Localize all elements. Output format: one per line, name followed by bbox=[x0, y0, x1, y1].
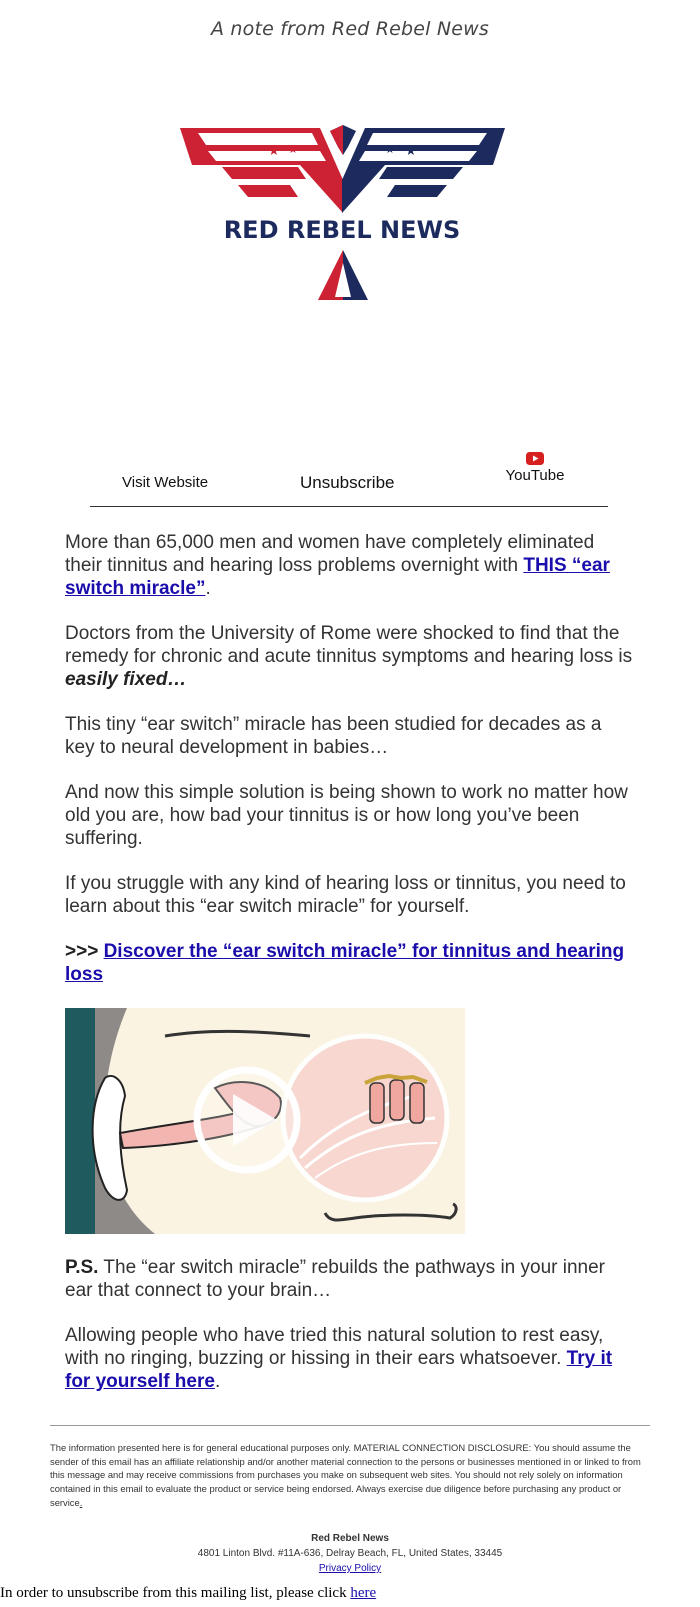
svg-text:★: ★ bbox=[268, 144, 280, 159]
footer-address-block bbox=[0, 1531, 700, 1576]
youtube-icon bbox=[526, 452, 544, 465]
ear-switch-miracle-link[interactable]: THIS “ear switch miracle” bbox=[65, 555, 610, 599]
disclaimer-link[interactable]: . bbox=[79, 1496, 83, 1508]
visit-website-link[interactable]: Visit Website bbox=[122, 474, 209, 491]
closing-paragraph: Allowing people who have tried this natural solution to rest easy, with no ringing, buzzing or hissing in their ears whatsoever. Try it for yourself here. bbox=[65, 1325, 613, 1392]
struggle-paragraph: If you struggle with any kind of hearing loss or tinnitus, you need to learn about this “ear switch miracle” for yourself. bbox=[65, 873, 626, 917]
unsubscribe-link[interactable]: Unsubscribe bbox=[300, 473, 395, 492]
studied-paragraph: This tiny “ear switch” miracle has been studied for decades as a key to neural development in babies… bbox=[65, 714, 602, 758]
unsubscribe-here-link[interactable]: here bbox=[350, 1585, 377, 1601]
nav-bar bbox=[90, 448, 608, 507]
discover-cta-link[interactable]: Discover the “ear switch miracle” for tinnitus and hearing loss bbox=[65, 941, 625, 985]
svg-text:★: ★ bbox=[405, 144, 417, 159]
cta-paragraph: >>> Discover the “ear switch miracle” for tinnitus and hearing loss bbox=[65, 941, 625, 985]
svg-text:★: ★ bbox=[385, 143, 395, 156]
footer-divider bbox=[50, 1425, 650, 1426]
intro-paragraph: More than 65,000 men and women have completely eliminated their tinnitus and hearing loss problems overnight with THIS “ear switch miracle”. bbox=[65, 532, 610, 599]
mailing-list-unsubscribe: In order to unsubscribe from this mailing list, please click here bbox=[0, 1585, 377, 1601]
try-it-link[interactable]: Try it for yourself here bbox=[65, 1348, 613, 1392]
company-name: Red Rebel News bbox=[311, 1533, 389, 1544]
preheader-text: A note from Red Rebel News bbox=[210, 18, 490, 40]
doctors-paragraph: Doctors from the University of Rome were shocked to find that the remedy for chronic and acute tinnitus symptoms and hearing loss is easily fixed… bbox=[65, 623, 633, 690]
easily-fixed-emphasis: easily fixed… bbox=[65, 669, 187, 690]
youtube-link[interactable] bbox=[500, 452, 570, 484]
email-body bbox=[65, 531, 635, 1415]
logo-wordmark: RED REBEL NEWS bbox=[223, 216, 461, 244]
youtube-label: YouTube bbox=[505, 467, 565, 484]
video-thumbnail[interactable] bbox=[65, 1008, 465, 1234]
solution-paragraph: And now this simple solution is being shown to work no matter how old you are, how bad your tinnitus is or how long you’ve been suffering. bbox=[65, 782, 628, 849]
postal-address: 4801 Linton Blvd. #11A-636, Delray Beach, FL, United States, 33445 bbox=[197, 1548, 503, 1559]
red-rebel-news-logo[interactable] bbox=[180, 125, 505, 305]
disclaimer-text: The information presented here is for general educational purposes only. MATERIAL CONNECTION DISCLOSURE: You should assume the sender of this email has an affiliate relationship and/or another material connection to the persons or businesses mentioned in or linked to from this message and may receive commissions from purchases you make on subsequent web sites. You should not rely solely on information contained in this email to evaluate the product or service being endorsed. Always exercise due diligence before purchasing any product or service. bbox=[50, 1442, 641, 1508]
ps-paragraph: P.S. The “ear switch miracle” rebuilds the pathways in your inner ear that connect to your brain… bbox=[65, 1257, 606, 1301]
svg-text:★: ★ bbox=[288, 143, 298, 156]
privacy-policy-link[interactable]: Privacy Policy bbox=[318, 1563, 382, 1574]
